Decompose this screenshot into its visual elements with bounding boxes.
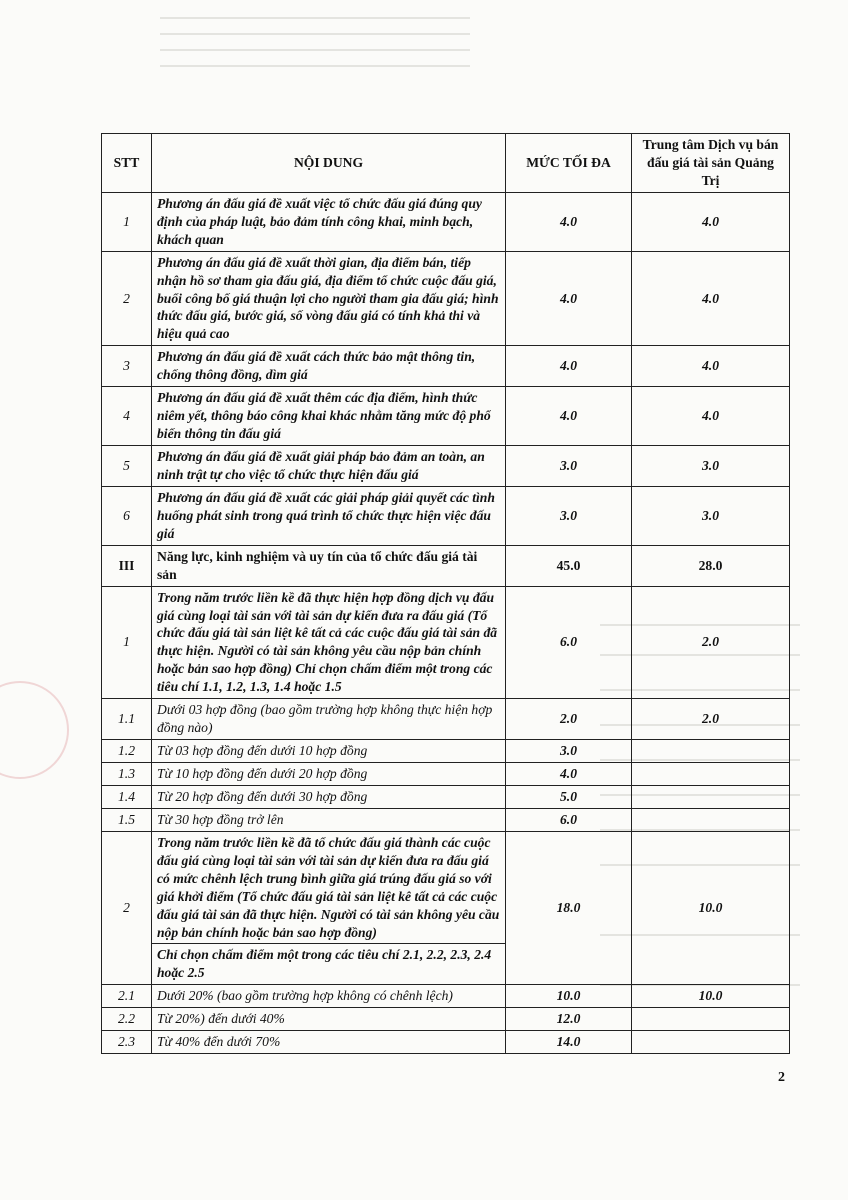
section-stt: III — [102, 545, 152, 586]
row-max: 3.0 — [506, 446, 632, 487]
row-score: 4.0 — [632, 251, 790, 346]
row-max: 18.0 — [506, 831, 632, 985]
row-score — [632, 740, 790, 763]
row-max: 4.0 — [506, 346, 632, 387]
row-max: 14.0 — [506, 1031, 632, 1054]
row-stt: 2 — [102, 831, 152, 985]
row-score: 2.0 — [632, 699, 790, 740]
row-score — [632, 1031, 790, 1054]
row-max: 4.0 — [506, 387, 632, 446]
table-row — [102, 831, 790, 944]
row-score — [632, 808, 790, 831]
row-max: 4.0 — [506, 763, 632, 786]
row-score: 4.0 — [632, 192, 790, 251]
row-score: 4.0 — [632, 387, 790, 446]
row-stt: 3 — [102, 346, 152, 387]
row-stt: 2.1 — [102, 985, 152, 1008]
table-row — [102, 699, 790, 740]
row-score: 10.0 — [632, 831, 790, 985]
row-max: 5.0 — [506, 785, 632, 808]
table-section-row — [102, 545, 790, 586]
row-score — [632, 1008, 790, 1031]
row-stt: 5 — [102, 446, 152, 487]
row-stt: 1 — [102, 586, 152, 699]
row-stt: 6 — [102, 486, 152, 545]
row-max: 3.0 — [506, 740, 632, 763]
row-content: Phương án đấu giá đề xuất các giải pháp giải quyết các tình huống phát sinh trong quá trình tổ chức thực hiện việc đấu giá — [152, 486, 506, 545]
row-content: Phương án đấu giá đề xuất cách thức bảo mật thông tin, chống thông đồng, dìm giá — [152, 346, 506, 387]
scoring-table — [101, 133, 790, 1054]
table-row — [102, 985, 790, 1008]
page-number: 2 — [778, 1070, 785, 1085]
row-content: Dưới 03 hợp đồng (bao gồm trường hợp không thực hiện hợp đồng nào) — [152, 699, 506, 740]
row-max: 3.0 — [506, 486, 632, 545]
section-score: 28.0 — [632, 545, 790, 586]
row-max: 12.0 — [506, 1008, 632, 1031]
row-stt: 1.3 — [102, 763, 152, 786]
table-row — [102, 251, 790, 346]
row-score: 4.0 — [632, 346, 790, 387]
row-content: Phương án đấu giá đề xuất giải pháp bảo đảm an toàn, an ninh trật tự cho việc tổ chức thực hiện đấu giá — [152, 446, 506, 487]
row-content: Phương án đấu giá đề xuất việc tổ chức đấu giá đúng quy định của pháp luật, bảo đảm tính công khai, minh bạch, khách quan — [152, 192, 506, 251]
row-score: 3.0 — [632, 446, 790, 487]
table-row — [102, 446, 790, 487]
row-score: 2.0 — [632, 586, 790, 699]
row-max: 4.0 — [506, 251, 632, 346]
row-max: 2.0 — [506, 699, 632, 740]
row-content: Phương án đấu giá đề xuất thời gian, địa điểm bán, tiếp nhận hồ sơ tham gia đấu giá, địa điểm tổ chức cuộc đấu giá, buổi công bố giá thuận lợi cho người tham gia đấu giá; hình thức đấu giá, bước giá, số vòng đấu giá có tính khả thi và hiệu quả cao — [152, 251, 506, 346]
row-stt: 1.5 — [102, 808, 152, 831]
row-stt: 2.3 — [102, 1031, 152, 1054]
row-content: Trong năm trước liền kề đã thực hiện hợp đồng dịch vụ đấu giá cùng loại tài sản với tài sản dự kiến đưa ra đấu giá (Tổ chức đấu giá tài sản liệt kê tất cả các cuộc đấu giá tài sản đã thực hiện. Người có tài sản không yêu cầu nộp bản chính hoặc bản sao hợp đồng) Chỉ chọn chấm điểm một trong các tiêu chí 1.1, 1.2, 1.3, 1.4 hoặc 1.5 — [152, 586, 506, 699]
table-row — [102, 387, 790, 446]
row-max: 10.0 — [506, 985, 632, 1008]
row-content: Từ 20%) đến dưới 40% — [152, 1008, 506, 1031]
row-max: 6.0 — [506, 808, 632, 831]
row-content: Trong năm trước liền kề đã tổ chức đấu giá thành các cuộc đấu giá cùng loại tài sản với tài sản dự kiến đưa ra đấu giá có mức chênh lệch trung bình giữa giá trúng đấu giá so với giá khởi điểm (Tổ chức đấu giá tài sản liệt kê tất cả các cuộc đấu giá tài sản đã thực hiện. Người có tài sản không yêu cầu nộp bản chính hoặc bản sao hợp đồng) — [152, 831, 506, 944]
row-score: 10.0 — [632, 985, 790, 1008]
row-content: Từ 20 hợp đồng đến dưới 30 hợp đồng — [152, 785, 506, 808]
row-stt: 1 — [102, 192, 152, 251]
header-trung-tam: Trung tâm Dịch vụ bán đấu giá tài sản Quảng Trị — [632, 134, 790, 193]
row-max: 4.0 — [506, 192, 632, 251]
table-header-row — [102, 134, 790, 193]
table-row — [102, 1008, 790, 1031]
row-stt: 1.1 — [102, 699, 152, 740]
header-muc-toi-da: MỨC TỐI ĐA — [506, 134, 632, 193]
row-score: 3.0 — [632, 486, 790, 545]
table-row — [102, 586, 790, 699]
row-score — [632, 763, 790, 786]
row-content: Từ 40% đến dưới 70% — [152, 1031, 506, 1054]
table-row — [102, 486, 790, 545]
row-stt: 2 — [102, 251, 152, 346]
table-row — [102, 763, 790, 786]
table-row — [102, 740, 790, 763]
row-score — [632, 785, 790, 808]
table-row — [102, 346, 790, 387]
header-stt: STT — [102, 134, 152, 193]
table-row — [102, 1031, 790, 1054]
header-noi-dung: NỘI DUNG — [152, 134, 506, 193]
row-note: Chỉ chọn chấm điểm một trong các tiêu chí 2.1, 2.2, 2.3, 2.4 hoặc 2.5 — [152, 944, 506, 985]
row-content: Dưới 20% (bao gồm trường hợp không có chênh lệch) — [152, 985, 506, 1008]
table-row — [102, 785, 790, 808]
row-content: Từ 10 hợp đồng đến dưới 20 hợp đồng — [152, 763, 506, 786]
row-content: Từ 30 hợp đồng trở lên — [152, 808, 506, 831]
section-content: Năng lực, kinh nghiệm và uy tín của tổ chức đấu giá tài sản — [152, 545, 506, 586]
section-max: 45.0 — [506, 545, 632, 586]
table-row — [102, 808, 790, 831]
row-stt: 2.2 — [102, 1008, 152, 1031]
row-content: Từ 03 hợp đồng đến dưới 10 hợp đồng — [152, 740, 506, 763]
table-row — [102, 192, 790, 251]
row-stt: 1.2 — [102, 740, 152, 763]
row-stt: 1.4 — [102, 785, 152, 808]
row-max: 6.0 — [506, 586, 632, 699]
row-content: Phương án đấu giá đề xuất thêm các địa điểm, hình thức niêm yết, thông báo công khai khác nhằm tăng mức độ phổ biến thông tin đấu giá — [152, 387, 506, 446]
row-stt: 4 — [102, 387, 152, 446]
